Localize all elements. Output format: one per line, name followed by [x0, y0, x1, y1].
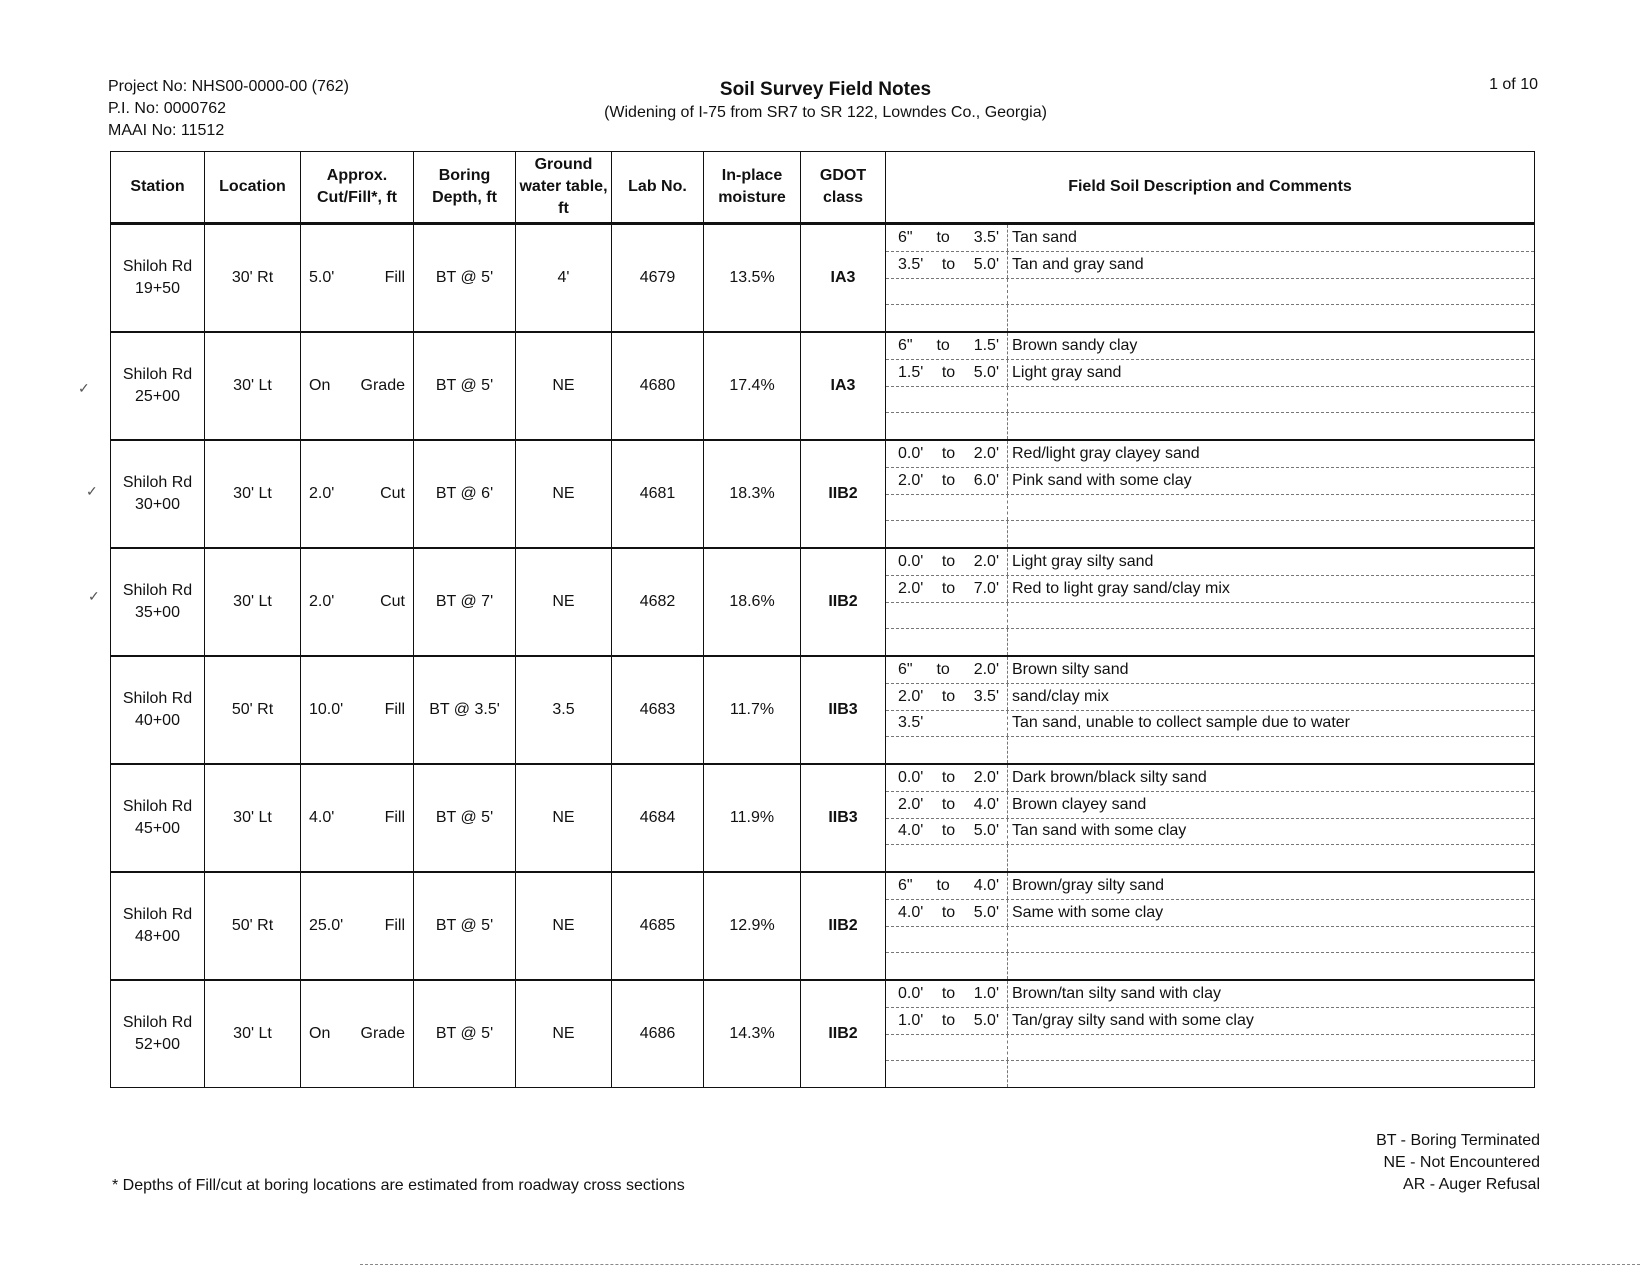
soil-layer [886, 684, 1534, 711]
legend-item: NE - Not Encountered [1383, 1154, 1540, 1171]
layer-depth [886, 225, 1008, 251]
abbreviation-legend [1376, 1130, 1540, 1196]
depth-to-word: to [936, 228, 950, 246]
soil-layer [886, 953, 1534, 979]
layer-depth [886, 684, 1008, 710]
project-no: Project No: NHS00-0000-00 (762) [108, 78, 350, 95]
location-cell: 30' Lt [205, 980, 301, 1088]
depth-from: 6" [898, 876, 913, 894]
station-cell: Shiloh Rd 25+00 [111, 332, 205, 440]
layer-depth [886, 279, 1008, 305]
depth-to: 4.0' [973, 795, 999, 813]
depth-to: 1.5' [973, 336, 999, 354]
depth-from: 3.5' [898, 714, 924, 732]
cut-fill-cell: 2.0' Cut [301, 440, 414, 548]
col-header-moisture: In-place moisture [704, 152, 801, 224]
depth-to: 3.5' [973, 228, 999, 246]
depth-to-word: to [941, 255, 956, 273]
table-header-row [111, 152, 1535, 224]
lab-no-cell: 4682 [612, 548, 704, 656]
depth-to-word: to [941, 1011, 956, 1029]
boring-depth-cell: BT @ 5' [414, 332, 516, 440]
bottom-rule [360, 1264, 1640, 1265]
layer-description: Brown silty sand [1012, 660, 1129, 678]
ground-water-cell: NE [516, 332, 612, 440]
soil-layer [886, 737, 1534, 763]
layer-description: Tan and gray sand [1012, 255, 1144, 273]
cut-fill-cell: 25.0' Fill [301, 872, 414, 980]
ground-water-cell: NE [516, 764, 612, 872]
depth-to-word: to [941, 984, 956, 1002]
layer-description: Same with some clay [1012, 903, 1164, 921]
page-title: Soil Survey Field Notes [719, 79, 932, 100]
cut-fill-cell: 4.0' Fill [301, 764, 414, 872]
layer-description: Brown clayey sand [1012, 795, 1147, 813]
gdot-class-cell: IIB2 [801, 872, 886, 980]
soil-layer [886, 495, 1534, 522]
layer-depth [886, 873, 1008, 899]
page-number: 1 of 10 [1489, 76, 1538, 93]
table-row [111, 224, 1535, 333]
soil-layer [886, 711, 1534, 738]
col-header-cut-fill: Approx. Cut/Fill*, ft [301, 152, 414, 224]
layer-description: Light gray silty sand [1012, 552, 1154, 570]
layer-description: sand/clay mix [1012, 687, 1109, 705]
cut-fill-cell: On Grade [301, 332, 414, 440]
location-cell: 50' Rt [205, 656, 301, 764]
layer-depth [886, 981, 1008, 1007]
layer-depth [886, 953, 1008, 979]
depth-from: 4.0' [898, 822, 924, 840]
check-mark-icon: ✓ [86, 483, 98, 499]
station-cell: Shiloh Rd 30+00 [111, 440, 205, 548]
ground-water-cell: 4' [516, 224, 612, 333]
soil-layer [886, 576, 1534, 603]
description-cell [886, 980, 1535, 1088]
maai-no: MAAI No: 11512 [108, 122, 225, 139]
ground-water-cell: NE [516, 548, 612, 656]
layer-depth [886, 629, 1008, 655]
depth-from: 6" [898, 660, 913, 678]
soil-layer [886, 468, 1534, 495]
location-cell: 50' Rt [205, 872, 301, 980]
description-cell [886, 440, 1535, 548]
soil-layer [886, 845, 1534, 871]
moisture-cell: 14.3% [704, 980, 801, 1088]
page-subtitle: (Widening of I-75 from SR7 to SR 122, Lowndes Co., Georgia) [604, 104, 1047, 121]
gdot-class-cell: IIB2 [801, 548, 886, 656]
depth-from: 3.5' [898, 255, 924, 273]
depth-to-word: to [941, 822, 956, 840]
footnote: * Depths of Fill/cut at boring locations are estimated from roadway cross sections [112, 1177, 685, 1194]
station-cell: Shiloh Rd 45+00 [111, 764, 205, 872]
layer-depth [886, 387, 1008, 413]
gdot-class-cell: IIB3 [801, 656, 886, 764]
station-cell: Shiloh Rd 48+00 [111, 872, 205, 980]
depth-to: 5.0' [973, 903, 999, 921]
layer-description: Red to light gray sand/clay mix [1012, 579, 1230, 597]
depth-from: 2.0' [898, 579, 924, 597]
depth-to: 4.0' [973, 876, 999, 894]
station-cell: Shiloh Rd 52+00 [111, 980, 205, 1088]
depth-to: 3.5' [973, 687, 999, 705]
gdot-class-cell: IIB2 [801, 440, 886, 548]
boring-depth-cell: BT @ 5' [414, 980, 516, 1088]
depth-to: 2.0' [973, 552, 999, 570]
soil-layer [886, 900, 1534, 927]
description-cell [886, 224, 1535, 333]
depth-to-word: to [941, 471, 956, 489]
layer-description: Brown/gray silty sand [1012, 876, 1165, 894]
layer-description: Pink sand with some clay [1012, 471, 1192, 489]
layer-description: Tan sand with some clay [1012, 822, 1187, 840]
layer-depth [886, 305, 1008, 331]
layer-depth [886, 576, 1008, 602]
layer-depth [886, 792, 1008, 818]
layer-depth [886, 1061, 1008, 1087]
soil-layer [886, 333, 1534, 360]
table-row [111, 332, 1535, 440]
layer-description: Brown/tan silty sand with clay [1012, 984, 1221, 1002]
description-cell [886, 764, 1535, 872]
soil-layer [886, 819, 1534, 846]
depth-from: 0.0' [898, 768, 924, 786]
layer-description: Brown sandy clay [1012, 336, 1138, 354]
depth-from: 4.0' [898, 903, 924, 921]
col-header-gdot-class: GDOT class [801, 152, 886, 224]
soil-layer [886, 657, 1534, 684]
boring-depth-cell: BT @ 6' [414, 440, 516, 548]
col-header-lab-no: Lab No. [612, 152, 704, 224]
layer-depth [886, 765, 1008, 791]
soil-layer [886, 873, 1534, 900]
depth-to-word: to [941, 687, 956, 705]
depth-from: 1.0' [898, 1011, 924, 1029]
depth-to: 2.0' [973, 444, 999, 462]
layer-depth [886, 333, 1008, 359]
cut-fill-cell: 2.0' Cut [301, 548, 414, 656]
soil-layer [886, 1061, 1534, 1087]
col-header-boring-depth: Boring Depth, ft [414, 152, 516, 224]
location-cell: 30' Lt [205, 332, 301, 440]
layer-depth [886, 927, 1008, 953]
layer-description: Light gray sand [1012, 363, 1122, 381]
depth-from: 0.0' [898, 552, 924, 570]
description-cell [886, 332, 1535, 440]
layer-depth [886, 1008, 1008, 1034]
layer-depth [886, 711, 1008, 737]
ground-water-cell: NE [516, 872, 612, 980]
cut-fill-cell: On Grade [301, 980, 414, 1088]
moisture-cell: 11.7% [704, 656, 801, 764]
soil-layer [886, 1035, 1534, 1062]
moisture-cell: 11.9% [704, 764, 801, 872]
layer-depth [886, 737, 1008, 763]
soil-layer [886, 387, 1534, 414]
moisture-cell: 18.6% [704, 548, 801, 656]
soil-layer [886, 549, 1534, 576]
depth-from: 6" [898, 228, 913, 246]
depth-from: 0.0' [898, 984, 924, 1002]
table-row [111, 548, 1535, 656]
depth-from: 2.0' [898, 687, 924, 705]
depth-from: 2.0' [898, 471, 924, 489]
table-row [111, 440, 1535, 548]
table-row [111, 980, 1535, 1088]
layer-depth [886, 413, 1008, 439]
boring-depth-cell: BT @ 5' [414, 224, 516, 333]
ground-water-cell: 3.5 [516, 656, 612, 764]
depth-from: 6" [898, 336, 913, 354]
depth-to-word: to [941, 579, 956, 597]
location-cell: 30' Rt [205, 224, 301, 333]
depth-to-word: to [936, 660, 950, 678]
lab-no-cell: 4680 [612, 332, 704, 440]
soil-layer [886, 413, 1534, 439]
depth-to: 1.0' [973, 984, 999, 1002]
description-cell [886, 548, 1535, 656]
col-header-station: Station [111, 152, 205, 224]
soil-layer [886, 603, 1534, 630]
lab-no-cell: 4686 [612, 980, 704, 1088]
depth-to-word: to [936, 336, 950, 354]
layer-description: Tan/gray silty sand with some clay [1012, 1011, 1254, 1029]
legend-item: AR - Auger Refusal [1403, 1176, 1540, 1193]
location-cell: 30' Lt [205, 764, 301, 872]
gdot-class-cell: IA3 [801, 224, 886, 333]
boring-depth-cell: BT @ 3.5' [414, 656, 516, 764]
depth-to: 5.0' [973, 1011, 999, 1029]
legend-item: BT - Boring Terminated [1376, 1132, 1540, 1149]
layer-depth [886, 549, 1008, 575]
depth-from: 0.0' [898, 444, 924, 462]
depth-to: 7.0' [973, 579, 999, 597]
station-cell: Shiloh Rd 35+00 [111, 548, 205, 656]
layer-depth [886, 441, 1008, 467]
lab-no-cell: 4683 [612, 656, 704, 764]
depth-to: 2.0' [973, 660, 999, 678]
layer-description: Dark brown/black silty sand [1012, 768, 1207, 786]
gdot-class-cell: IIB3 [801, 764, 886, 872]
depth-to: 5.0' [973, 255, 999, 273]
station-cell: Shiloh Rd 40+00 [111, 656, 205, 764]
layer-description: Tan sand, unable to collect sample due to water [1012, 714, 1350, 732]
depth-to-word: to [941, 768, 956, 786]
table-row [111, 764, 1535, 872]
layer-depth [886, 845, 1008, 871]
soil-layer [886, 629, 1534, 655]
depth-to: 2.0' [973, 768, 999, 786]
col-header-location: Location [205, 152, 301, 224]
soil-layer [886, 792, 1534, 819]
depth-to-word: to [936, 876, 950, 894]
gdot-class-cell: IA3 [801, 332, 886, 440]
depth-to: 5.0' [973, 822, 999, 840]
table-row [111, 656, 1535, 764]
depth-to-word: to [941, 363, 956, 381]
depth-to-word: to [941, 795, 956, 813]
lab-no-cell: 4684 [612, 764, 704, 872]
description-cell [886, 656, 1535, 764]
layer-depth [886, 657, 1008, 683]
layer-depth [886, 900, 1008, 926]
soil-layer [886, 279, 1534, 306]
soil-layer [886, 252, 1534, 279]
table-row [111, 872, 1535, 980]
layer-depth [886, 603, 1008, 629]
layer-depth [886, 468, 1008, 494]
layer-description: Red/light gray clayey sand [1012, 444, 1200, 462]
layer-depth [886, 252, 1008, 278]
depth-from: 2.0' [898, 795, 924, 813]
boring-depth-cell: BT @ 7' [414, 548, 516, 656]
layer-depth [886, 819, 1008, 845]
lab-no-cell: 4685 [612, 872, 704, 980]
moisture-cell: 13.5% [704, 224, 801, 333]
gdot-class-cell: IIB2 [801, 980, 886, 1088]
boring-depth-cell: BT @ 5' [414, 764, 516, 872]
ground-water-cell: NE [516, 980, 612, 1088]
layer-depth [886, 495, 1008, 521]
soil-layer [886, 305, 1534, 331]
soil-layer [886, 1008, 1534, 1035]
depth-from: 1.5' [898, 363, 924, 381]
document-heading [0, 78, 1651, 124]
col-header-ground-water: Ground water table, ft [516, 152, 612, 224]
soil-layer [886, 765, 1534, 792]
check-mark-icon: ✓ [88, 588, 100, 604]
soil-survey-table [110, 151, 1535, 1088]
layer-depth [886, 1035, 1008, 1061]
check-mark-icon: ✓ [78, 380, 90, 396]
lab-no-cell: 4681 [612, 440, 704, 548]
cut-fill-cell: 10.0' Fill [301, 656, 414, 764]
moisture-cell: 12.9% [704, 872, 801, 980]
soil-layer [886, 441, 1534, 468]
depth-to-word: to [941, 444, 956, 462]
soil-layer [886, 225, 1534, 252]
pi-no: P.I. No: 0000762 [108, 100, 227, 117]
depth-to-word: to [941, 903, 956, 921]
moisture-cell: 18.3% [704, 440, 801, 548]
depth-to: 6.0' [973, 471, 999, 489]
soil-layer [886, 360, 1534, 387]
layer-depth [886, 521, 1008, 547]
cut-fill-cell: 5.0' Fill [301, 224, 414, 333]
lab-no-cell: 4679 [612, 224, 704, 333]
soil-layer [886, 927, 1534, 954]
location-cell: 30' Lt [205, 440, 301, 548]
location-cell: 30' Lt [205, 548, 301, 656]
layer-depth [886, 360, 1008, 386]
moisture-cell: 17.4% [704, 332, 801, 440]
description-cell [886, 872, 1535, 980]
col-header-description: Field Soil Description and Comments [886, 152, 1535, 224]
ground-water-cell: NE [516, 440, 612, 548]
layer-description: Tan sand [1012, 228, 1077, 246]
soil-layer [886, 981, 1534, 1008]
boring-depth-cell: BT @ 5' [414, 872, 516, 980]
depth-to-word: to [941, 552, 956, 570]
soil-layer [886, 521, 1534, 547]
station-cell: Shiloh Rd 19+50 [111, 224, 205, 333]
depth-to: 5.0' [973, 363, 999, 381]
